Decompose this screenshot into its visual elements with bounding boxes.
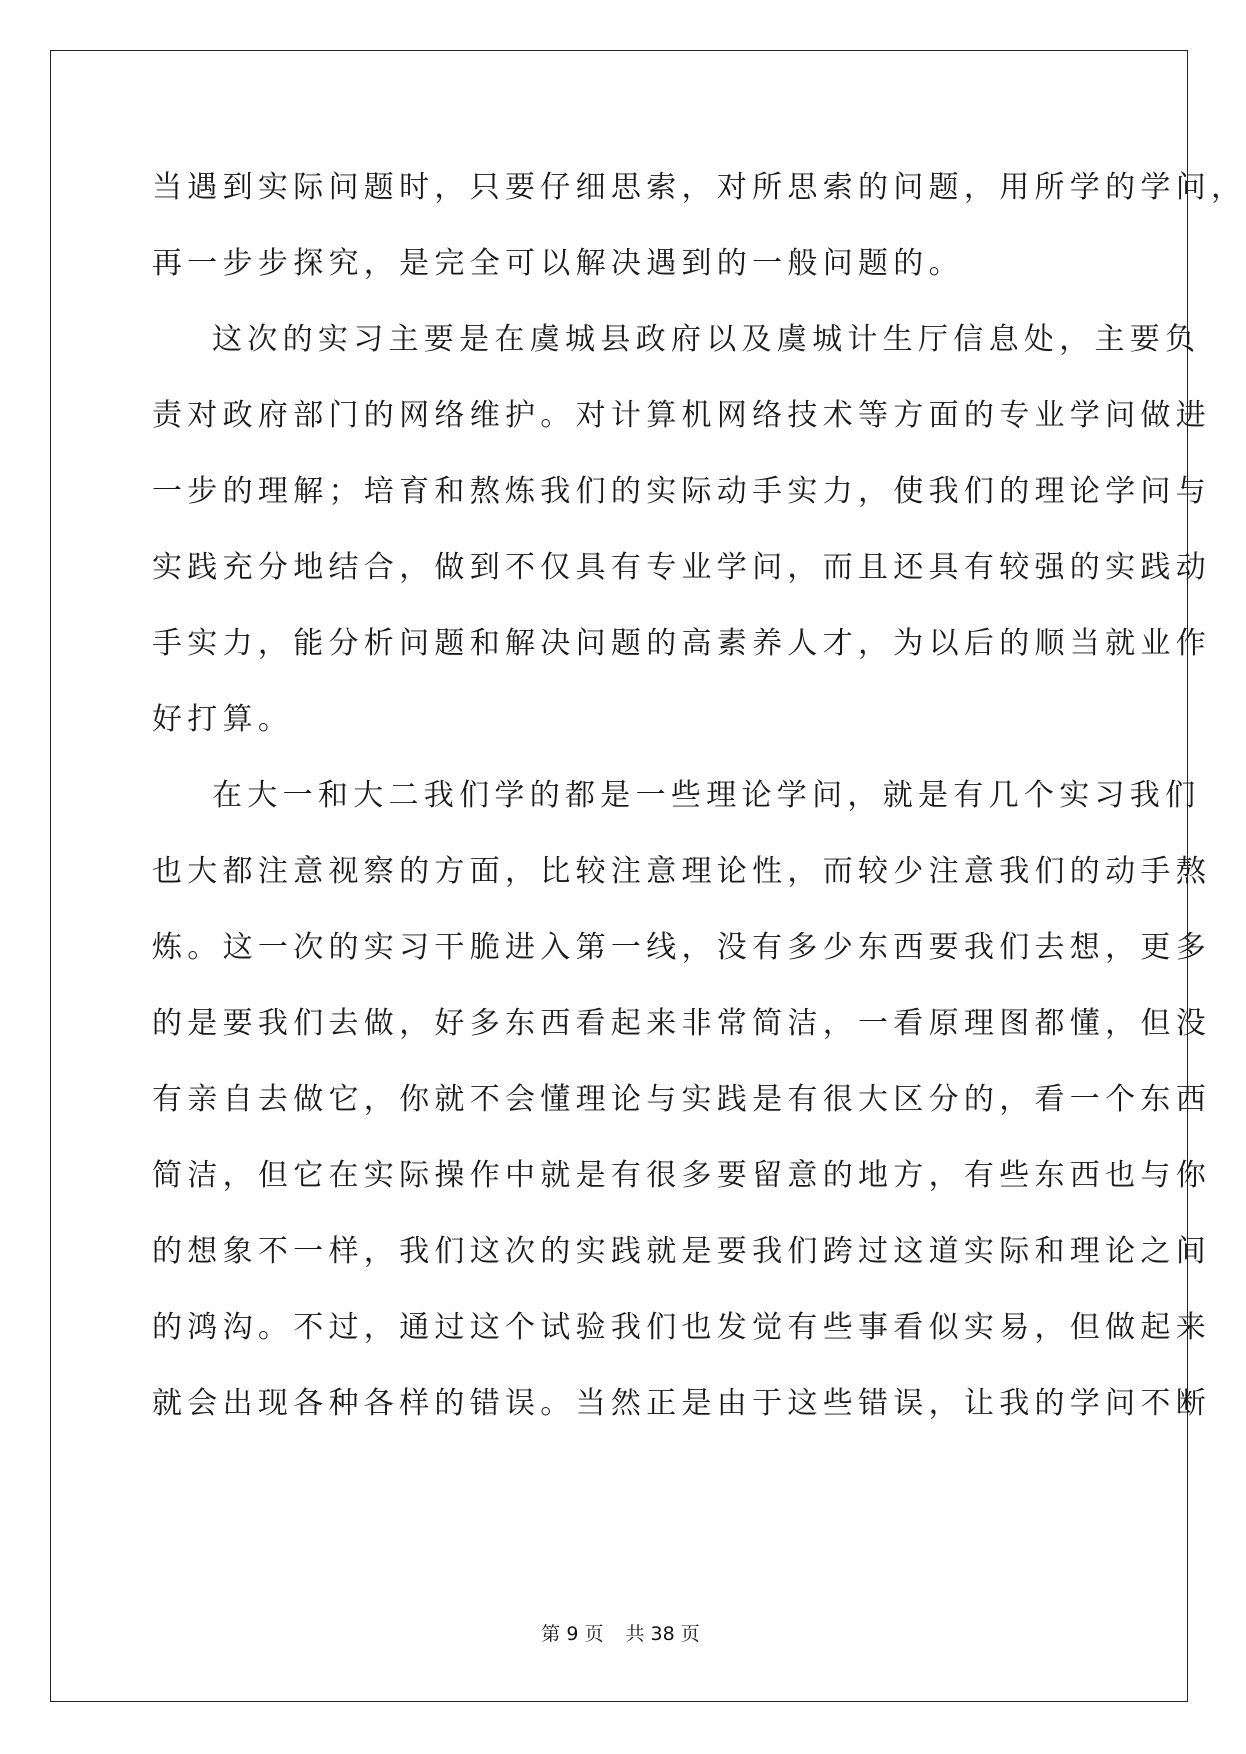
page-number: 第 9 页 xyxy=(541,1623,604,1645)
text-line: 也大都注意视察的方面，比较注意理论性，而较少注意我们的动手熬 xyxy=(152,854,1211,889)
text-line: 手实力，能分析问题和解决问题的高素养人才，为以后的顺当就业作 xyxy=(152,626,1211,661)
text-line: 有亲自去做它，你就不会懂理论与实践是有很大区分的，看一个东西 xyxy=(152,1082,1211,1117)
text-line: 实践充分地结合，做到不仅具有专业学问，而且还具有较强的实践动 xyxy=(152,550,1211,585)
text-line: 的想象不一样，我们这次的实践就是要我们跨过这道实际和理论之间 xyxy=(152,1234,1211,1269)
document-body xyxy=(152,150,1246,1442)
text-line: 的鸿沟。不过，通过这个试验我们也发觉有些事看似实易，但做起来 xyxy=(152,1310,1211,1345)
text-line: 的是要我们去做，好多东西看起来非常简洁，一看原理图都懂，但没 xyxy=(152,1006,1211,1041)
text-line: 简洁，但它在实际操作中就是有很多要留意的地方，有些东西也与你 xyxy=(152,1158,1211,1193)
text-line: 再一步步探究，是完全可以解决遇到的一般问题的。 xyxy=(152,246,964,281)
text-line: 责对政府部门的网络维护。对计算机网络技术等方面的专业学问做进 xyxy=(152,398,1211,433)
page-footer xyxy=(0,1622,1241,1646)
text-line: 当遇到实际问题时，只要仔细思索，对所思索的问题，用所学的学问， xyxy=(152,170,1246,205)
paragraph-start-line: 在大一和大二我们学的都是一些理论学问，就是有几个实习我们 xyxy=(212,778,1201,813)
paragraph-start-line: 这次的实习主要是在虞城县政府以及虞城计生厅信息处，主要负 xyxy=(212,322,1201,357)
text-line: 好打算。 xyxy=(152,702,294,737)
text-line: 炼。这一次的实习干脆进入第一线，没有多少东西要我们去想，更多 xyxy=(152,930,1211,965)
text-line: 就会出现各种各样的错误。当然正是由于这些错误，让我的学问不断 xyxy=(152,1386,1211,1421)
page-total: 共 38 页 xyxy=(625,1623,700,1645)
text-line: 一步的理解；培育和熬炼我们的实际动手实力，使我们的理论学问与 xyxy=(152,474,1211,509)
